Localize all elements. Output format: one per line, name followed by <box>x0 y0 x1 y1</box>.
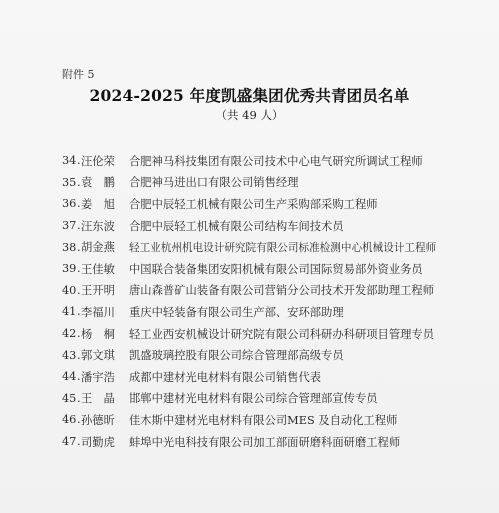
item-number: 45 <box>62 391 77 405</box>
member-description: 轻工业杭州机电设计研究院有限公司标准检测中心机械设计工程师 <box>129 241 437 254</box>
item-dot: . <box>77 240 81 254</box>
member-name: 孙德昕 <box>81 413 115 427</box>
item-number: 37 <box>62 219 77 233</box>
list-item <box>62 431 482 453</box>
member-description: 合肥中辰轻工机械有限公司生产采购部采购工程师 <box>129 197 378 211</box>
item-dot: . <box>77 435 81 449</box>
item-number: 40 <box>62 283 77 297</box>
member-description: 中国联合装备集团安阳机械有限公司国际贸易部外资业务员 <box>129 262 423 276</box>
item-dot: . <box>77 154 81 168</box>
member-description: 轻工业西安机械设计研究院有限公司科研办科研项目管理专员 <box>129 327 435 341</box>
member-description: 凯盛玻璃控股有限公司综合管理部高级专员 <box>129 349 344 363</box>
member-name: 王佳敏 <box>81 262 115 276</box>
list-item <box>62 280 482 302</box>
item-number: 38 <box>62 240 77 254</box>
member-name: 李福川 <box>81 305 115 319</box>
document-title: 2024-2025 年度凯盛集团优秀共青团员名单 <box>89 86 410 105</box>
member-description: 唐山森普矿山装备有限公司营销分公司技术开发部助理工程师 <box>129 284 435 298</box>
member-description: 合肥神马进出口有限公司销售经理 <box>129 176 299 190</box>
item-number: 47 <box>62 435 77 449</box>
member-name: 司勤虎 <box>81 435 115 449</box>
member-name: 袁 鹏 <box>81 176 115 190</box>
list-item <box>62 236 482 258</box>
list-item <box>62 215 482 237</box>
list-item <box>62 193 482 215</box>
item-dot: . <box>77 413 81 427</box>
item-number: 34 <box>62 154 77 168</box>
member-description: 合肥神马科技集团有限公司技术中心电气研究所调试工程师 <box>129 154 423 168</box>
item-number: 44 <box>62 370 77 384</box>
document-subtitle: （共 49 人） <box>215 108 284 122</box>
list-item <box>62 323 482 345</box>
list-item <box>62 172 482 194</box>
member-name: 潘宇浩 <box>81 370 115 384</box>
item-dot: . <box>77 348 81 362</box>
member-name: 王开明 <box>81 284 115 298</box>
list-item <box>62 258 482 280</box>
item-dot: . <box>77 370 81 384</box>
item-number: 46 <box>62 413 77 427</box>
member-name: 王 晶 <box>81 392 115 406</box>
member-name: 胡金燕 <box>81 241 115 255</box>
attachment-label: 附件 5 <box>62 68 95 81</box>
item-number: 39 <box>62 262 77 276</box>
list-item <box>62 409 482 431</box>
item-dot: . <box>77 327 81 341</box>
item-dot: . <box>77 262 81 276</box>
member-description: 成都中建材光电材料有限公司销售代表 <box>129 370 322 384</box>
list-item <box>62 344 482 366</box>
list-item <box>62 150 482 172</box>
item-dot: . <box>77 283 81 297</box>
member-name: 汪伦荣 <box>81 154 115 168</box>
member-description: 佳木斯中建材光电材料有限公司MES 及自动化工程师 <box>129 413 398 427</box>
member-description: 邯郸中建材光电材料有限公司综合管理部宣传专员 <box>129 392 378 406</box>
item-number: 36 <box>62 197 77 211</box>
member-name: 汪东波 <box>81 219 115 233</box>
member-name: 郭文琪 <box>81 349 115 363</box>
item-number: 42 <box>62 327 77 341</box>
list-item <box>62 366 482 388</box>
member-name: 杨 桐 <box>81 327 115 341</box>
member-description: 蚌埠中光电科技有限公司加工部面研磨科面研磨工程师 <box>129 435 401 449</box>
member-description: 重庆中轻装备有限公司生产部、安环部助理 <box>129 305 344 319</box>
list-item <box>62 301 482 323</box>
member-description: 合肥中辰轻工机械有限公司结构车间技术员 <box>129 219 344 233</box>
member-name: 姜 旭 <box>81 197 115 211</box>
item-dot: . <box>77 305 81 319</box>
member-list <box>62 150 482 452</box>
item-number: 35 <box>62 175 77 189</box>
list-item <box>62 388 482 410</box>
item-dot: . <box>77 175 81 189</box>
item-number: 41 <box>62 305 77 319</box>
item-dot: . <box>77 219 81 233</box>
item-dot: . <box>77 197 81 211</box>
item-number: 43 <box>62 348 77 362</box>
item-dot: . <box>77 391 81 405</box>
